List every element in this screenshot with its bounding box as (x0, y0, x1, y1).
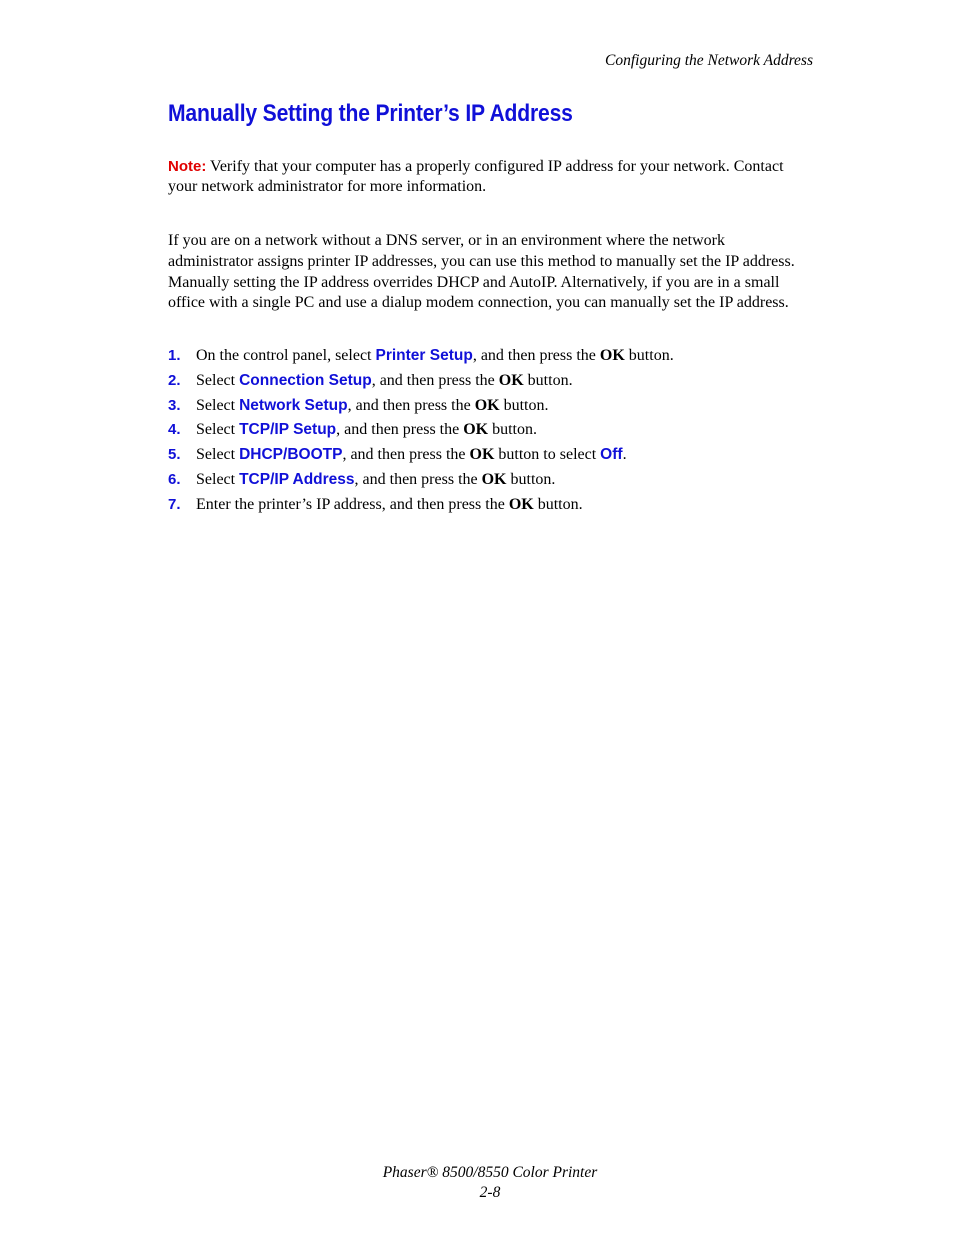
step-number: 7. (168, 495, 181, 513)
step-item (168, 494, 828, 519)
step-text: button. (533, 495, 583, 513)
step-text: Select (196, 446, 240, 464)
step-item (168, 345, 828, 370)
ok-button-name: OK (481, 470, 507, 488)
step-text: Select (196, 421, 240, 439)
step-item (168, 469, 828, 494)
menu-item-name: TCP/IP Setup (239, 421, 337, 439)
ok-button-name: OK (599, 347, 625, 364)
step-item (168, 419, 828, 444)
footer-product: Phaser® 8500/8550 Color Printer (382, 1164, 598, 1181)
menu-item-name: TCP/IP Address (239, 470, 355, 488)
section-title: Manually Setting the Printer’s IP Address (168, 100, 573, 127)
step-number: 1. (168, 347, 181, 364)
step-number: 5. (168, 446, 181, 464)
step-text: . (622, 446, 627, 464)
step-text: button to select (494, 446, 601, 464)
ok-button-name: OK (498, 371, 524, 389)
note-text: Verify that your computer has a properly configured IP address for your network. Contact your network administrator for more information. (168, 158, 784, 195)
step-text: On the control panel, select (196, 347, 376, 364)
menu-item-name: DHCP/BOOTP (239, 446, 343, 464)
step-text: Enter the printer’s IP address, and then press the (196, 495, 509, 513)
page-number: 2-8 (479, 1184, 501, 1201)
step-text: button. (624, 347, 674, 364)
ok-button-name: OK (508, 495, 534, 513)
note-block (168, 157, 808, 197)
step-text: , and then press the (336, 421, 464, 439)
step-text: , and then press the (354, 470, 482, 488)
step-item (168, 370, 828, 395)
step-text: button. (523, 371, 573, 389)
step-number: 3. (168, 396, 181, 414)
step-text: Select (196, 396, 240, 414)
intro-paragraph: If you are on a network without a DNS server, or in an environment where the network administrator assigns printer IP addresses, you can use this method to manually set the IP address. Manually setting the IP address overrides DHCP and AutoIP. Alternatively, if you are in a small office with a single PC and use a dialup modem connection, you can manually set the IP address. (168, 232, 795, 312)
ok-button-name: OK (463, 421, 489, 439)
step-text: , and then press the (342, 446, 470, 464)
step-text: , and then press the (347, 396, 475, 414)
step-text: button. (488, 421, 537, 439)
ok-button-name: OK (474, 396, 500, 414)
menu-item-name: Printer Setup (375, 347, 473, 364)
running-header: Configuring the Network Address (605, 52, 813, 69)
page-footer (0, 1163, 954, 1203)
menu-item-name: Off (600, 446, 623, 464)
steps-list (168, 345, 828, 519)
step-item (168, 395, 828, 420)
menu-item-name: Connection Setup (239, 371, 372, 389)
menu-item-name: Network Setup (239, 396, 348, 414)
step-number: 4. (168, 421, 181, 439)
step-text: Select (196, 371, 240, 389)
step-text: , and then press the (472, 347, 600, 364)
step-text: button. (499, 396, 549, 414)
step-number: 2. (168, 371, 181, 389)
step-text: button. (506, 470, 556, 488)
step-number: 6. (168, 470, 181, 488)
note-label: Note: (168, 158, 207, 175)
ok-button-name: OK (469, 446, 495, 464)
step-item (168, 444, 828, 469)
step-text: , and then press the (371, 371, 499, 389)
step-text: Select (196, 470, 240, 488)
